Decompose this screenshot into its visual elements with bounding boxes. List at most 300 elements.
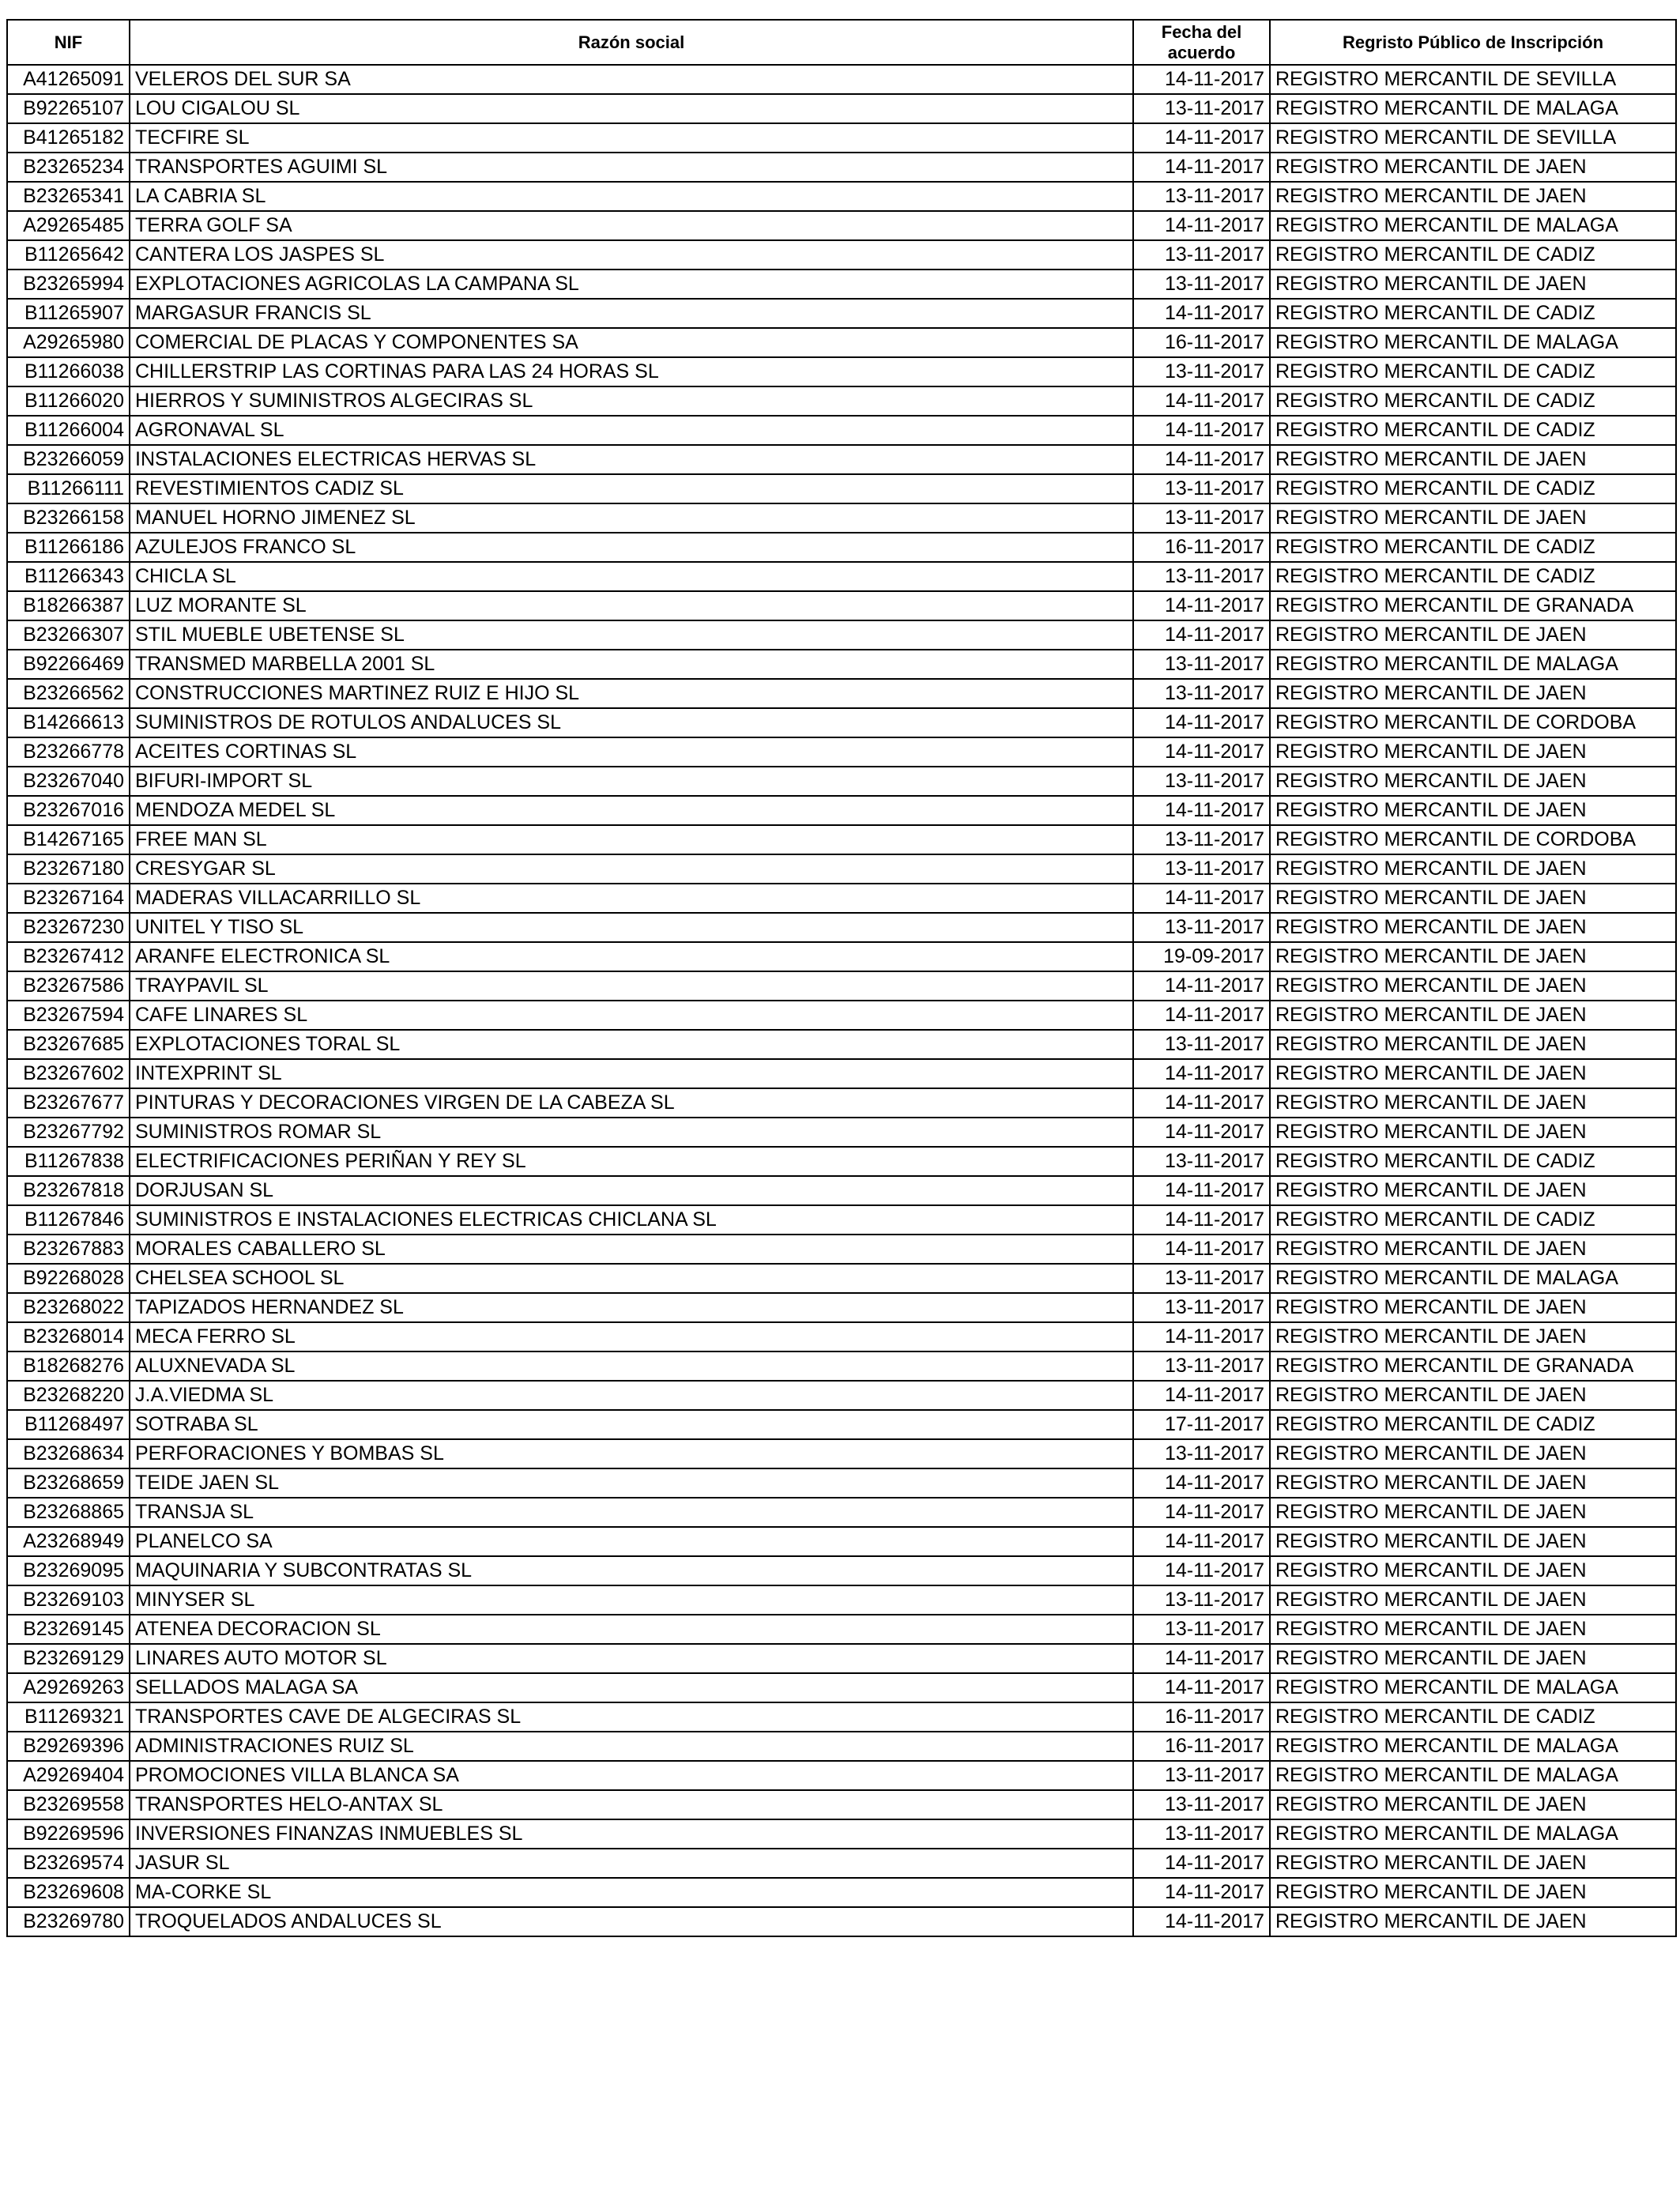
cell-nif: B23269103 [7,1585,130,1615]
table-row [7,1293,1676,1322]
cell-fecha-acuerdo: 13-11-2017 [1133,474,1270,503]
cell-fecha-acuerdo: 14-11-2017 [1133,1556,1270,1585]
cell-razon-social: REVESTIMIENTOS CADIZ SL [130,474,1133,503]
cell-nif: B11266186 [7,533,130,562]
cell-nif: B23266562 [7,679,130,708]
cell-razon-social: EXPLOTACIONES TORAL SL [130,1030,1133,1059]
cell-razon-social: MARGASUR FRANCIS SL [130,299,1133,328]
cell-fecha-acuerdo: 13-11-2017 [1133,503,1270,533]
header-nif: NIF [7,20,130,65]
cell-razon-social: PERFORACIONES Y BOMBAS SL [130,1439,1133,1468]
cell-nif: B11265907 [7,299,130,328]
cell-fecha-acuerdo: 14-11-2017 [1133,1088,1270,1118]
cell-registro: REGISTRO MERCANTIL DE JAEN [1270,1381,1676,1410]
cell-fecha-acuerdo: 13-11-2017 [1133,1585,1270,1615]
cell-nif: B18268276 [7,1351,130,1381]
cell-razon-social: ELECTRIFICACIONES PERIÑAN Y REY SL [130,1147,1133,1176]
cell-fecha-acuerdo: 13-11-2017 [1133,1351,1270,1381]
table-row [7,1878,1676,1907]
cell-fecha-acuerdo: 14-11-2017 [1133,1878,1270,1907]
cell-razon-social: ATENEA DECORACION SL [130,1615,1133,1644]
cell-razon-social: MENDOZA MEDEL SL [130,796,1133,825]
cell-registro: REGISTRO MERCANTIL DE JAEN [1270,1001,1676,1030]
cell-nif: A29269263 [7,1673,130,1702]
cell-nif: A29269404 [7,1761,130,1790]
cell-razon-social: ALUXNEVADA SL [130,1351,1133,1381]
cell-registro: REGISTRO MERCANTIL DE MALAGA [1270,328,1676,357]
cell-registro: REGISTRO MERCANTIL DE JAEN [1270,1556,1676,1585]
cell-registro: REGISTRO MERCANTIL DE GRANADA [1270,1351,1676,1381]
cell-nif: B23267412 [7,942,130,971]
cell-registro: REGISTRO MERCANTIL DE JAEN [1270,1118,1676,1147]
cell-nif: B92266469 [7,650,130,679]
cell-fecha-acuerdo: 14-11-2017 [1133,1059,1270,1088]
cell-razon-social: PROMOCIONES VILLA BLANCA SA [130,1761,1133,1790]
cell-nif: B23268634 [7,1439,130,1468]
cell-fecha-acuerdo: 14-11-2017 [1133,1907,1270,1936]
cell-fecha-acuerdo: 14-11-2017 [1133,386,1270,416]
table-row [7,942,1676,971]
cell-registro: REGISTRO MERCANTIL DE JAEN [1270,1907,1676,1936]
cell-nif: B92269596 [7,1819,130,1849]
table-row [7,1147,1676,1176]
cell-razon-social: JASUR SL [130,1849,1133,1878]
cell-razon-social: VELEROS DEL SUR SA [130,65,1133,94]
table-row [7,123,1676,153]
cell-fecha-acuerdo: 14-11-2017 [1133,1468,1270,1498]
cell-nif: B23267685 [7,1030,130,1059]
cell-registro: REGISTRO MERCANTIL DE JAEN [1270,270,1676,299]
table-row [7,1205,1676,1235]
cell-razon-social: LINARES AUTO MOTOR SL [130,1644,1133,1673]
table-row [7,1907,1676,1936]
cell-fecha-acuerdo: 14-11-2017 [1133,1118,1270,1147]
cell-razon-social: SUMINISTROS E INSTALACIONES ELECTRICAS CHICLANA SL [130,1205,1133,1235]
cell-fecha-acuerdo: 14-11-2017 [1133,620,1270,650]
cell-nif: B23267586 [7,971,130,1001]
cell-nif: B11268497 [7,1410,130,1439]
table-row [7,445,1676,474]
cell-registro: REGISTRO MERCANTIL DE CADIZ [1270,1410,1676,1439]
cell-registro: REGISTRO MERCANTIL DE CADIZ [1270,562,1676,591]
cell-registro: REGISTRO MERCANTIL DE JAEN [1270,1878,1676,1907]
cell-fecha-acuerdo: 13-11-2017 [1133,650,1270,679]
table-row [7,737,1676,767]
cell-nif: B23268022 [7,1293,130,1322]
cell-razon-social: TRANSJA SL [130,1498,1133,1527]
cell-registro: REGISTRO MERCANTIL DE JAEN [1270,1030,1676,1059]
cell-fecha-acuerdo: 16-11-2017 [1133,328,1270,357]
cell-nif: B23266778 [7,737,130,767]
cell-razon-social: INTEXPRINT SL [130,1059,1133,1088]
cell-fecha-acuerdo: 13-11-2017 [1133,854,1270,884]
cell-razon-social: COMERCIAL DE PLACAS Y COMPONENTES SA [130,328,1133,357]
table-row [7,854,1676,884]
table-row [7,240,1676,270]
table-row [7,1030,1676,1059]
cell-nif: A29265485 [7,211,130,240]
cell-fecha-acuerdo: 13-11-2017 [1133,679,1270,708]
cell-fecha-acuerdo: 14-11-2017 [1133,123,1270,153]
cell-nif: B23267677 [7,1088,130,1118]
cell-nif: B23269558 [7,1790,130,1819]
table-row [7,1410,1676,1439]
cell-razon-social: CHICLA SL [130,562,1133,591]
cell-razon-social: LUZ MORANTE SL [130,591,1133,620]
table-body [7,65,1676,1936]
cell-razon-social: MADERAS VILLACARRILLO SL [130,884,1133,913]
cell-registro: REGISTRO MERCANTIL DE CORDOBA [1270,708,1676,737]
cell-nif: B23265341 [7,182,130,211]
table-row [7,708,1676,737]
table-row [7,182,1676,211]
table-row [7,913,1676,942]
header-fecha-line1: Fecha del [1161,21,1242,42]
cell-razon-social: CHELSEA SCHOOL SL [130,1264,1133,1293]
cell-razon-social: BIFURI-IMPORT SL [130,767,1133,796]
header-row [7,20,1676,65]
table-row [7,1732,1676,1761]
cell-razon-social: LA CABRIA SL [130,182,1133,211]
cell-registro: REGISTRO MERCANTIL DE MALAGA [1270,1264,1676,1293]
cell-razon-social: CHILLERSTRIP LAS CORTINAS PARA LAS 24 HORAS SL [130,357,1133,386]
cell-registro: REGISTRO MERCANTIL DE JAEN [1270,1235,1676,1264]
table-row [7,474,1676,503]
table-row [7,620,1676,650]
cell-razon-social: TRANSPORTES HELO-ANTAX SL [130,1790,1133,1819]
cell-registro: REGISTRO MERCANTIL DE JAEN [1270,153,1676,182]
cell-nif: B11266111 [7,474,130,503]
cell-nif: B11266020 [7,386,130,416]
cell-fecha-acuerdo: 13-11-2017 [1133,357,1270,386]
cell-fecha-acuerdo: 14-11-2017 [1133,211,1270,240]
cell-razon-social: J.A.VIEDMA SL [130,1381,1133,1410]
cell-registro: REGISTRO MERCANTIL DE SEVILLA [1270,65,1676,94]
cell-fecha-acuerdo: 13-11-2017 [1133,1030,1270,1059]
table-row [7,591,1676,620]
table-row [7,1439,1676,1468]
cell-fecha-acuerdo: 13-11-2017 [1133,1819,1270,1849]
cell-nif: B14267165 [7,825,130,854]
cell-razon-social: TEIDE JAEN SL [130,1468,1133,1498]
cell-registro: REGISTRO MERCANTIL DE JAEN [1270,1498,1676,1527]
header-registro: Regristo Público de Inscripción [1270,20,1676,65]
table-row [7,884,1676,913]
table-row [7,825,1676,854]
table-row [7,1673,1676,1702]
cell-registro: REGISTRO MERCANTIL DE JAEN [1270,1527,1676,1556]
cell-nif: B23266059 [7,445,130,474]
table-row [7,1235,1676,1264]
cell-razon-social: ADMINISTRACIONES RUIZ SL [130,1732,1133,1761]
cell-registro: REGISTRO MERCANTIL DE JAEN [1270,182,1676,211]
table-header [7,20,1676,65]
cell-registro: REGISTRO MERCANTIL DE SEVILLA [1270,123,1676,153]
cell-razon-social: CANTERA LOS JASPES SL [130,240,1133,270]
cell-fecha-acuerdo: 13-11-2017 [1133,94,1270,123]
cell-nif: B11266343 [7,562,130,591]
cell-razon-social: TECFIRE SL [130,123,1133,153]
cell-nif: B11267838 [7,1147,130,1176]
cell-nif: B11266038 [7,357,130,386]
table-row [7,1088,1676,1118]
cell-razon-social: EXPLOTACIONES AGRICOLAS LA CAMPANA SL [130,270,1133,299]
cell-razon-social: TERRA GOLF SA [130,211,1133,240]
table-row [7,211,1676,240]
cell-registro: REGISTRO MERCANTIL DE JAEN [1270,913,1676,942]
cell-fecha-acuerdo: 14-11-2017 [1133,416,1270,445]
table-row [7,1264,1676,1293]
cell-razon-social: ACEITES CORTINAS SL [130,737,1133,767]
cell-nif: B92265107 [7,94,130,123]
cell-fecha-acuerdo: 13-11-2017 [1133,1147,1270,1176]
cell-nif: B92268028 [7,1264,130,1293]
cell-fecha-acuerdo: 13-11-2017 [1133,825,1270,854]
cell-registro: REGISTRO MERCANTIL DE JAEN [1270,1293,1676,1322]
cell-registro: REGISTRO MERCANTIL DE JAEN [1270,1059,1676,1088]
table-row [7,679,1676,708]
cell-fecha-acuerdo: 16-11-2017 [1133,1702,1270,1732]
table-row [7,533,1676,562]
cell-nif: B23268865 [7,1498,130,1527]
cell-registro: REGISTRO MERCANTIL DE MALAGA [1270,94,1676,123]
table-row [7,1790,1676,1819]
cell-registro: REGISTRO MERCANTIL DE CADIZ [1270,1147,1676,1176]
cell-nif: B23267883 [7,1235,130,1264]
table-row [7,153,1676,182]
cell-razon-social: AZULEJOS FRANCO SL [130,533,1133,562]
cell-registro: REGISTRO MERCANTIL DE JAEN [1270,1644,1676,1673]
cell-razon-social: CRESYGAR SL [130,854,1133,884]
cell-registro: REGISTRO MERCANTIL DE CADIZ [1270,1205,1676,1235]
cell-razon-social: MA-CORKE SL [130,1878,1133,1907]
cell-fecha-acuerdo: 13-11-2017 [1133,1761,1270,1790]
cell-razon-social: TRANSMED MARBELLA 2001 SL [130,650,1133,679]
cell-razon-social: SUMINISTROS ROMAR SL [130,1118,1133,1147]
table-row [7,1702,1676,1732]
cell-nif: A29265980 [7,328,130,357]
cell-registro: REGISTRO MERCANTIL DE JAEN [1270,1849,1676,1878]
table-row [7,1761,1676,1790]
cell-fecha-acuerdo: 14-11-2017 [1133,153,1270,182]
cell-razon-social: MORALES CABALLERO SL [130,1235,1133,1264]
table-row [7,386,1676,416]
registry-table [6,19,1677,1937]
table-row [7,971,1676,1001]
cell-fecha-acuerdo: 14-11-2017 [1133,1235,1270,1264]
cell-fecha-acuerdo: 14-11-2017 [1133,708,1270,737]
table-row [7,1819,1676,1849]
cell-razon-social: TRAYPAVIL SL [130,971,1133,1001]
table-row [7,1381,1676,1410]
cell-nif: B23267180 [7,854,130,884]
cell-nif: B23266158 [7,503,130,533]
cell-registro: REGISTRO MERCANTIL DE JAEN [1270,1439,1676,1468]
table-row [7,1644,1676,1673]
table-row [7,328,1676,357]
cell-nif: B11265642 [7,240,130,270]
cell-razon-social: ARANFE ELECTRONICA SL [130,942,1133,971]
cell-registro: REGISTRO MERCANTIL DE MALAGA [1270,1732,1676,1761]
table-row [7,1059,1676,1088]
cell-nif: B23268014 [7,1322,130,1351]
cell-registro: REGISTRO MERCANTIL DE CADIZ [1270,533,1676,562]
cell-registro: REGISTRO MERCANTIL DE CADIZ [1270,416,1676,445]
cell-registro: REGISTRO MERCANTIL DE JAEN [1270,1176,1676,1205]
cell-fecha-acuerdo: 14-11-2017 [1133,1176,1270,1205]
cell-nif: B23268659 [7,1468,130,1498]
table-row [7,1615,1676,1644]
cell-fecha-acuerdo: 19-09-2017 [1133,942,1270,971]
cell-nif: B23266307 [7,620,130,650]
table-row [7,1556,1676,1585]
cell-fecha-acuerdo: 14-11-2017 [1133,1849,1270,1878]
table-row [7,796,1676,825]
cell-registro: REGISTRO MERCANTIL DE JAEN [1270,1088,1676,1118]
cell-razon-social: PLANELCO SA [130,1527,1133,1556]
table-row [7,416,1676,445]
cell-registro: REGISTRO MERCANTIL DE MALAGA [1270,650,1676,679]
cell-razon-social: MAQUINARIA Y SUBCONTRATAS SL [130,1556,1133,1585]
cell-fecha-acuerdo: 14-11-2017 [1133,591,1270,620]
cell-fecha-acuerdo: 14-11-2017 [1133,1527,1270,1556]
cell-fecha-acuerdo: 14-11-2017 [1133,1644,1270,1673]
cell-registro: REGISTRO MERCANTIL DE CORDOBA [1270,825,1676,854]
cell-registro: REGISTRO MERCANTIL DE MALAGA [1270,211,1676,240]
cell-razon-social: SOTRABA SL [130,1410,1133,1439]
cell-fecha-acuerdo: 14-11-2017 [1133,65,1270,94]
cell-razon-social: INSTALACIONES ELECTRICAS HERVAS SL [130,445,1133,474]
cell-nif: B41265182 [7,123,130,153]
cell-fecha-acuerdo: 14-11-2017 [1133,1673,1270,1702]
cell-razon-social: TROQUELADOS ANDALUCES SL [130,1907,1133,1936]
cell-nif: B23269574 [7,1849,130,1878]
cell-nif: B23269608 [7,1878,130,1907]
cell-registro: REGISTRO MERCANTIL DE JAEN [1270,445,1676,474]
cell-registro: REGISTRO MERCANTIL DE JAEN [1270,767,1676,796]
table-row [7,1176,1676,1205]
table-row [7,270,1676,299]
cell-registro: REGISTRO MERCANTIL DE GRANADA [1270,591,1676,620]
cell-nif: B23267164 [7,884,130,913]
cell-fecha-acuerdo: 13-11-2017 [1133,767,1270,796]
cell-fecha-acuerdo: 14-11-2017 [1133,1001,1270,1030]
cell-fecha-acuerdo: 13-11-2017 [1133,913,1270,942]
cell-razon-social: TAPIZADOS HERNANDEZ SL [130,1293,1133,1322]
cell-nif: B11269321 [7,1702,130,1732]
cell-fecha-acuerdo: 14-11-2017 [1133,1498,1270,1527]
cell-fecha-acuerdo: 14-11-2017 [1133,737,1270,767]
cell-fecha-acuerdo: 16-11-2017 [1133,1732,1270,1761]
table-row [7,1468,1676,1498]
cell-nif: B23267792 [7,1118,130,1147]
cell-registro: REGISTRO MERCANTIL DE JAEN [1270,971,1676,1001]
cell-fecha-acuerdo: 13-11-2017 [1133,270,1270,299]
cell-nif: B23269145 [7,1615,130,1644]
table-row [7,650,1676,679]
cell-razon-social: SELLADOS MALAGA SA [130,1673,1133,1702]
cell-registro: REGISTRO MERCANTIL DE JAEN [1270,884,1676,913]
cell-nif: B23267230 [7,913,130,942]
cell-registro: REGISTRO MERCANTIL DE CADIZ [1270,357,1676,386]
table-row [7,1849,1676,1878]
cell-razon-social: LOU CIGALOU SL [130,94,1133,123]
cell-razon-social: STIL MUEBLE UBETENSE SL [130,620,1133,650]
cell-registro: REGISTRO MERCANTIL DE JAEN [1270,942,1676,971]
cell-nif: B29269396 [7,1732,130,1761]
cell-razon-social: CAFE LINARES SL [130,1001,1133,1030]
header-razon-social: Razón social [130,20,1133,65]
table-row [7,65,1676,94]
cell-razon-social: CONSTRUCCIONES MARTINEZ RUIZ E HIJO SL [130,679,1133,708]
header-fecha-line2: acuerdo [1167,42,1236,62]
cell-razon-social: DORJUSAN SL [130,1176,1133,1205]
cell-registro: REGISTRO MERCANTIL DE JAEN [1270,620,1676,650]
cell-razon-social: TRANSPORTES AGUIMI SL [130,153,1133,182]
table-row [7,1585,1676,1615]
cell-nif: B23267040 [7,767,130,796]
cell-nif: B18266387 [7,591,130,620]
table-row [7,1351,1676,1381]
cell-nif: A23268949 [7,1527,130,1556]
cell-razon-social: UNITEL Y TISO SL [130,913,1133,942]
cell-fecha-acuerdo: 17-11-2017 [1133,1410,1270,1439]
cell-registro: REGISTRO MERCANTIL DE JAEN [1270,679,1676,708]
cell-fecha-acuerdo: 13-11-2017 [1133,1615,1270,1644]
cell-nif: B11267846 [7,1205,130,1235]
cell-registro: REGISTRO MERCANTIL DE MALAGA [1270,1819,1676,1849]
table-row [7,357,1676,386]
table-row [7,1527,1676,1556]
cell-fecha-acuerdo: 16-11-2017 [1133,533,1270,562]
cell-registro: REGISTRO MERCANTIL DE JAEN [1270,1585,1676,1615]
cell-razon-social: TRANSPORTES CAVE DE ALGECIRAS SL [130,1702,1133,1732]
table-row [7,562,1676,591]
table-row [7,1118,1676,1147]
table-row [7,94,1676,123]
cell-registro: REGISTRO MERCANTIL DE CADIZ [1270,1702,1676,1732]
cell-nif: B23268220 [7,1381,130,1410]
cell-razon-social: MANUEL HORNO JIMENEZ SL [130,503,1133,533]
cell-nif: B14266613 [7,708,130,737]
cell-registro: REGISTRO MERCANTIL DE JAEN [1270,1468,1676,1498]
cell-nif: B23267594 [7,1001,130,1030]
cell-registro: REGISTRO MERCANTIL DE MALAGA [1270,1673,1676,1702]
table-row [7,503,1676,533]
cell-fecha-acuerdo: 14-11-2017 [1133,971,1270,1001]
cell-razon-social: AGRONAVAL SL [130,416,1133,445]
cell-fecha-acuerdo: 14-11-2017 [1133,884,1270,913]
cell-fecha-acuerdo: 14-11-2017 [1133,445,1270,474]
cell-registro: REGISTRO MERCANTIL DE JAEN [1270,1790,1676,1819]
header-fecha-acuerdo [1133,20,1270,65]
cell-nif: B23269780 [7,1907,130,1936]
cell-registro: REGISTRO MERCANTIL DE JAEN [1270,854,1676,884]
cell-registro: REGISTRO MERCANTIL DE JAEN [1270,1322,1676,1351]
table-row [7,1322,1676,1351]
table-row [7,767,1676,796]
cell-razon-social: PINTURAS Y DECORACIONES VIRGEN DE LA CABEZA SL [130,1088,1133,1118]
cell-nif: B23267602 [7,1059,130,1088]
cell-fecha-acuerdo: 14-11-2017 [1133,1205,1270,1235]
cell-nif: B23265234 [7,153,130,182]
cell-razon-social: MECA FERRO SL [130,1322,1133,1351]
cell-nif: B11266004 [7,416,130,445]
cell-fecha-acuerdo: 13-11-2017 [1133,562,1270,591]
cell-registro: REGISTRO MERCANTIL DE JAEN [1270,503,1676,533]
cell-nif: B23267016 [7,796,130,825]
cell-fecha-acuerdo: 14-11-2017 [1133,299,1270,328]
